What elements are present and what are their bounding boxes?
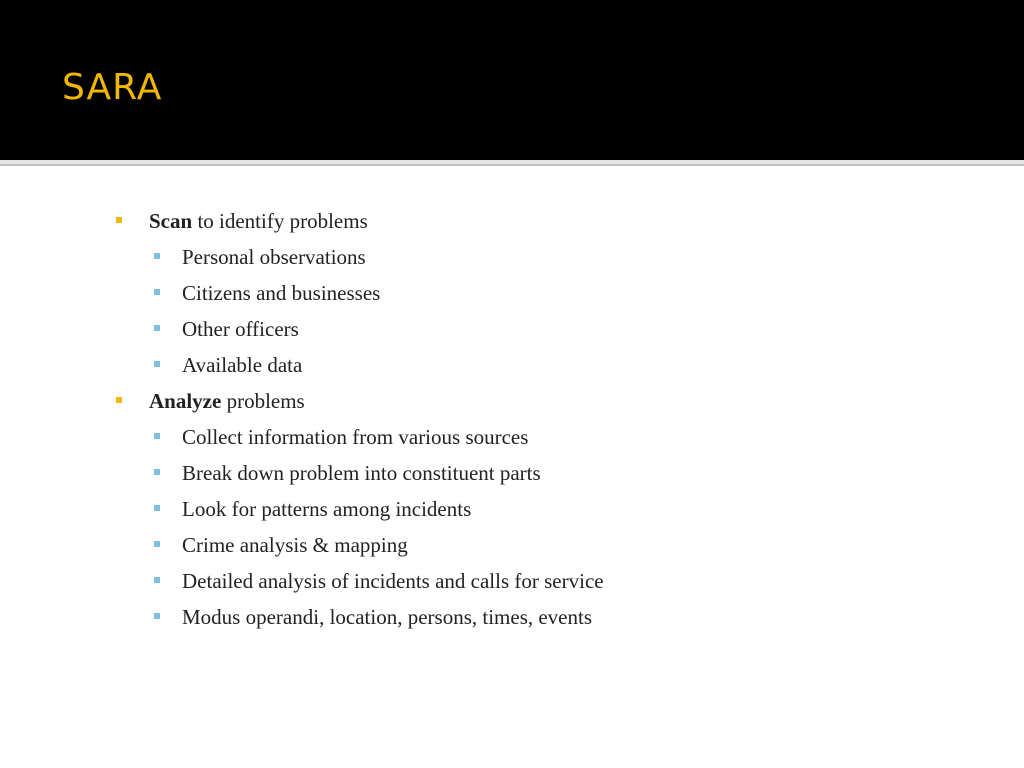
sub-bullet-text: Look for patterns among incidents (182, 497, 472, 521)
square-bullet-icon (154, 253, 160, 259)
sub-bullet-text: Crime analysis & mapping (182, 533, 408, 557)
sub-bullet-text: Available data (182, 353, 303, 377)
sub-bullet-item (0, 239, 1024, 275)
sub-bullet-item (0, 347, 1024, 383)
sub-bullet-item (0, 275, 1024, 311)
square-bullet-icon (154, 361, 160, 367)
square-bullet-icon (154, 325, 160, 331)
sub-bullet-text: Collect information from various sources (182, 425, 529, 449)
sub-bullet-item (0, 599, 1024, 635)
sub-bullet-item (0, 455, 1024, 491)
sub-bullet-item (0, 491, 1024, 527)
square-bullet-icon (154, 433, 160, 439)
sub-bullet-text: Personal observations (182, 245, 366, 269)
sub-bullet-item (0, 419, 1024, 455)
bullet-item-analyze (0, 383, 1024, 419)
sub-bullet-text: Citizens and businesses (182, 281, 381, 305)
square-bullet-icon (154, 469, 160, 475)
sub-bullet-item (0, 527, 1024, 563)
bullet-keyword: Scan (149, 209, 193, 233)
square-bullet-icon (154, 613, 160, 619)
sub-bullet-item (0, 563, 1024, 599)
bullet-list (0, 203, 1024, 635)
bullet-text: problems (221, 389, 305, 413)
bullet-text: to identify problems (192, 209, 368, 233)
sub-bullet-item (0, 311, 1024, 347)
sub-bullet-text: Other officers (182, 317, 299, 341)
slide-title: SARA (62, 67, 163, 108)
title-divider-shadow (0, 164, 1024, 166)
bullet-keyword: Analyze (149, 389, 222, 413)
square-bullet-icon (154, 289, 160, 295)
sub-bullet-text: Modus operandi, location, persons, times, events (182, 605, 593, 629)
sub-bullet-text: Detailed analysis of incidents and calls for service (182, 569, 604, 593)
title-bar (0, 0, 1024, 160)
square-bullet-icon (154, 541, 160, 547)
square-bullet-icon (154, 577, 160, 583)
square-bullet-icon (116, 397, 122, 403)
square-bullet-icon (154, 505, 160, 511)
bullet-item-scan (0, 203, 1024, 239)
square-bullet-icon (116, 217, 122, 223)
sub-bullet-text: Break down problem into constituent parts (182, 461, 541, 485)
